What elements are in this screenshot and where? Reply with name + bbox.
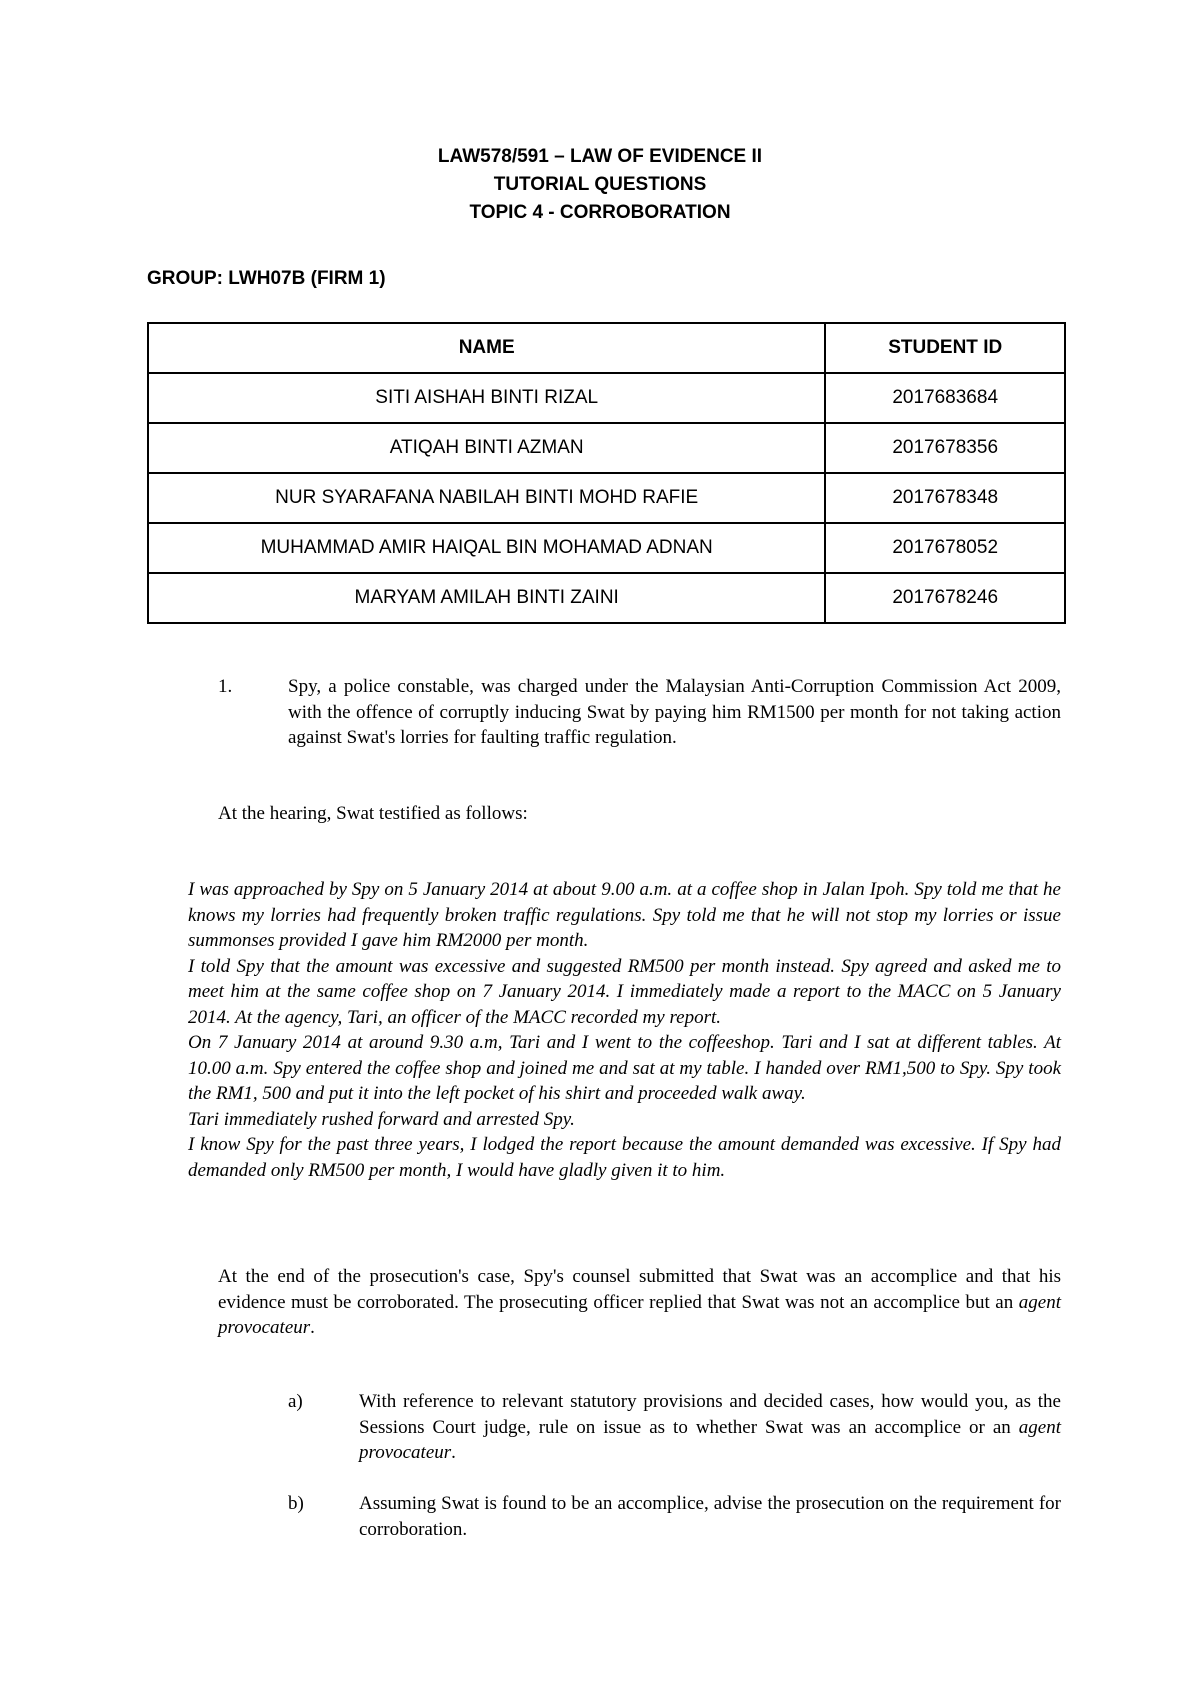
member-name: SITI AISHAH BINTI RIZAL (148, 373, 825, 423)
member-name: NUR SYARAFANA NABILAH BINTI MOHD RAFIE (148, 473, 825, 523)
document-header (0, 143, 1200, 227)
sub-question-a-term: agent provocateur (359, 1416, 1061, 1463)
testimony-paragraph: I told Spy that the amount was excessive and suggested RM500 per month instead. Spy agreed and asked me to meet him at the same coffee shop on 7 January 2014. I immediately made a report to the MACC on 5 January 2014. At the agency, Tari, an officer of the MACC recorded my report. (188, 955, 1061, 1028)
table-row (148, 573, 1065, 623)
testimony-intro: At the hearing, Swat testified as follows: (218, 803, 528, 824)
member-id: 2017683684 (825, 373, 1065, 423)
member-id: 2017678356 (825, 423, 1065, 473)
sub-question-label-a: a) (288, 1391, 303, 1412)
table-row (148, 523, 1065, 573)
group-label: GROUP: LWH07B (FIRM 1) (147, 268, 386, 289)
testimony-paragraph: I was approached by Spy on 5 January 2014 at about 9.00 a.m. at a coffee shop in Jalan Ipoh. Spy told me that he knows my lorries had frequently broken traffic regulations. Spy told me that he will not stop my lorries or issue summonses provided I gave him RM2000 per month. (188, 879, 1061, 951)
sub-question-label-b: b) (288, 1493, 304, 1514)
closing-term: agent provocateur (218, 1291, 1061, 1338)
topic-title: TOPIC 4 - CORROBORATION (469, 202, 731, 223)
closing-paragraph (218, 1264, 1061, 1341)
question-number: 1. (218, 676, 233, 697)
testimony-paragraph: On 7 January 2014 at around 9.30 a.m, Tari and I went to the coffeeshop. Tari and I sat at different tables. At 10.00 a.m. Spy entered the coffee shop and joined me and sat at my table. I handed over RM1,500 to Spy. Spy took the RM1, 500 and put it into the left pocket of his shirt and proceeded walk away. (188, 1032, 1061, 1104)
members-table (147, 322, 1066, 624)
testimony-block (188, 877, 1061, 1183)
closing-text: At the end of the prosecution's case, Spy's counsel submitted that Swat was an accomplice and that his evidence must be corroborated. The prosecuting officer replied that Swat was not an accomplice but an (218, 1266, 1061, 1313)
member-name: MARYAM AMILAH BINTI ZAINI (148, 573, 825, 623)
document-subtitle: TUTORIAL QUESTIONS (493, 174, 707, 195)
question-text: Spy, a police constable, was charged under the Malaysian Anti-Corruption Commission Act 2009, with the offence of corruptly inducing Swat by paying him RM1500 per month for not taking action against Swat's lorries for faulting traffic regulation. (288, 676, 1061, 748)
testimony-paragraph: Tari immediately rushed forward and arrested Spy. (188, 1108, 575, 1130)
sub-question-a-end: . (451, 1442, 456, 1463)
closing-end: . (310, 1317, 315, 1338)
member-id: 2017678052 (825, 523, 1065, 573)
member-name: ATIQAH BINTI AZMAN (148, 423, 825, 473)
table-row (148, 373, 1065, 423)
course-title: LAW578/591 – LAW OF EVIDENCE II (437, 146, 763, 167)
sub-question-text-a (359, 1389, 1061, 1466)
column-header-name: NAME (148, 323, 825, 373)
table-row (148, 473, 1065, 523)
column-header-student-id: STUDENT ID (825, 323, 1065, 373)
table-header-row (148, 323, 1065, 373)
member-id: 2017678348 (825, 473, 1065, 523)
testimony-paragraph: I know Spy for the past three years, I lodged the report because the amount demanded was excessive. If Spy had demanded only RM500 per month, I would have gladly given it to him. (188, 1134, 1061, 1181)
sub-question-text-b: Assuming Swat is found to be an accomplice, advise the prosecution on the requirement for corroboration. (359, 1493, 1061, 1540)
member-id: 2017678246 (825, 573, 1065, 623)
table-row (148, 423, 1065, 473)
member-name: MUHAMMAD AMIR HAIQAL BIN MOHAMAD ADNAN (148, 523, 825, 573)
sub-question-a-text: With reference to relevant statutory provisions and decided cases, how would you, as the Sessions Court judge, rule on issue as to whether Swat was an accomplice or an (359, 1391, 1061, 1438)
